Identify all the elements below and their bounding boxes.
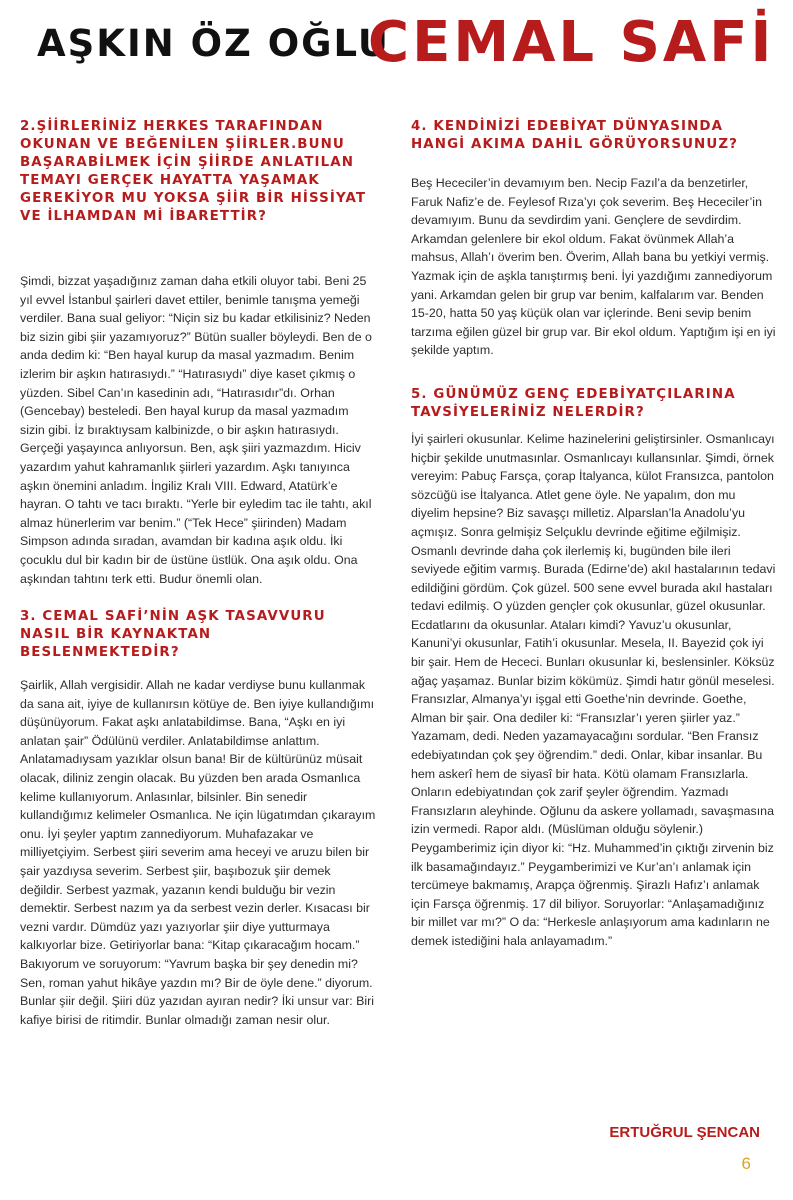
header-subject-title: CEMAL SAFİ: [368, 10, 775, 75]
right-column: [411, 118, 777, 951]
header-interviewer-title: AŞKIN ÖZ OĞLU: [37, 22, 390, 65]
question-5-heading: 5. GÜNÜMÜZ GENÇ EDEBİYATÇILARINA TAVSİYELERİNİZ NELERDİR?: [411, 386, 736, 420]
page-header: [0, 0, 793, 100]
author-name: ERTUĞRUL ŞENCAN: [609, 1124, 760, 1141]
page-number: 6: [741, 1154, 751, 1173]
question-2-heading: 2.ŞİİRLERİNİZ HERKES TARAFINDAN OKUNAN VE BEĞENİLEN ŞİİRLER.BUNU BAŞARABİLMEK İÇİN ŞİİRDE ANLATILAN TEMAYI GERÇEK HAYATTA YAŞAMAK GEREKİYOR MU YOKSA ŞİİR BİR HİSSİYAT VE İLHAMDAN Mİ İBARETTİR?: [20, 119, 367, 224]
question-2-answer: Şimdi, bizzat yaşadığınız zaman daha etkili oluyor tabi. Beni 25 yıl evvel İstanbul şairleri davet ettiler, benimle tanışma yemeği verdiler. Bana sual geliyor: “Niçin siz bu kadar etkilisiniz? Neden biz sizin gibi şiir yazamıyoruz?” Bütün sualler böyleydi. Ben de o anda dedim ki: “Ben hayal kurup da masal yazmadım. Benim izlerim bir aşkın hatırasıydı.” “Hatırasıydı” diye kaset çıkmış o yüzden. Sibel Can’ın kasedinin adı, “Hatırasıdır”dı. Orhan (Gencebay) besteledi. Ben hayal kurup da masal yazmadım sizin gibi. İz bıraktıysam kalbinizde, o bir aşkın hatırasıydı. Gerçeği yaşayınca anlıyorsun. Ben, aşk şiiri yazmazdım. Hiciv yazardım yahut kahramanlık şiirleri yazardım. Aşkı tanıyınca aşkın önemini anladım. İngiliz Kralı VIII. Edward, Atatürk’e hayran. O tahtı ve tacı bıraktı. “Yerle bir eyledim tac ile tahtı, akıl almaz hünerlerim var benim.” (“Tek Hece” şiirinden) Madam Simpson adında sıradan, avamdan bir kadına aşık oldu. İki çocuklu dul bir kadın bir de üstüne üstlük. Ona aşık oldu. Ona aşkından tahtını terk etti. Budur önemli olan.: [20, 274, 372, 586]
question-4-heading: 4. KENDİNİZİ EDEBİYAT DÜNYASINDA HANGİ AKIMA DAHİL GÖRÜYORSUNUZ?: [411, 119, 738, 152]
question-5-answer: İyi şairleri okusunlar. Kelime hazinelerini geliştirsinler. Osmanlıcayı hiçbir şekilde unutmasınlar. Osmanlıcayı kullansınlar. Şimdi, örnek vereyim: Pabuç Farsça, çorap İtalyanca, külot Fransızca, pantolon sözcüğü ise İtalyanca. Atlet gene öyle. Ne yapalım, don mu diyelim hepsine? Biz savaşçı milletiz. Alparslan’la Anadolu’yu açmışız. Sonra gelmişiz Selçuklu devrinde eğitime eğilmişiz. Osmanlı devrinde daha çok ilerlemiş ki, bugünden bile ileri seviyede eğitim varmış. Burada (Edirne’de) akıl hastalarının tedavi edildiğini gördüm. Çok güzel. 500 sene evvel burada akıl hastaları tedavi edilmiş. O yüzden gençler çok okusunlar, güzel okusunlar. Ecdatlarını da okusunlar. Ataları kimdi? Yavuz’u okusunlar, Kanuni’yi okusunlar, Fatih’i okusunlar. Mesela, II. Bayezid çok iyi bir şair. Hem de Hececi. Bunları okusunlar ki, beslensinler. Köksüz ağaç yaşamaz. Bunlar bizim kökümüz. Şimdi hatır gönül meselesi. Fransızlar, Almanya’yı işgal etti Goethe’nin devrinde. Goethe, Alman bir şair. Ona dediler ki: “Fransızlar’ı yeren şiirler yaz.” Yazamam, dedi. Neden yazamayacağını sordular. “Ben Fransız edebiyatından çok şey öğrendim.” dedi. Onlar, kibar insanlar. Bu hem askerî hem de siyasî bir hata. Kötü olamam Fransızlarla. Onların edebiyatından çok zarif şeyler öğrendim. Yazmadı Fransızların aleyhinde. Oğlunu da askere yollamadı, savaşmasına izin vermedi. Rapor aldı. (Müslüman olduğu söylenir.) Peygamberimiz için diyor ki: “Hz. Muhammed’in çıktığı zirvenin biz ilk basamağındayız.” Peygamberimizi ve Kur’an’ı anlamak için tercümeye bakmamış, Arapça öğrenmiş. Şirazlı Hafız’ı anlamak için Farsça öğrenmiş. 17 dil biliyor. Soruyorlar: “Anlaşamadığınız bir millet var mı?” O da: “Herkesle anlaşıyorum ama kadınların ne demek istediğini hala anlayamadım.”: [411, 431, 776, 948]
left-column: [20, 118, 376, 1029]
question-3-heading: 3. CEMAL SAFİ’NİN AŞK TASAVVURU NASIL BİR KAYNAKTAN BESLENMEKTEDİR?: [20, 609, 326, 661]
question-4-answer: Beş Hececiler’in devamıyım ben. Necip Fazıl’a da benzetirler, Faruk Nafiz’e de. Feylesof Rıza’yı çok severim. Beş Hececiler’in devamıyım. Bunu da sevdirdim yani. Gençlere de sevdirdim. Arkamdan gelenlere bir ekol oldum. Fakat övünmek Allah’a mahsus, Allah’ı överim ben. Överim, Allah bana bu yetkiyi vermiş. Yazmak için de aşkla tanıştırmış beni. İyi yazdığımı zannediyorum yani. Arkamdan gelen bir grup var benim, kalfalarım var. Benden 15-20, hatta 50 yaş küçük olan var içlerinde. Beni sevip benim tarzıma eğilen güzel bir grup var. Bir ekol oldum. Yaptığım işi en iyi şekilde yaptım.: [411, 176, 776, 358]
question-3-answer: Şairlik, Allah vergisidir. Allah ne kadar verdiyse bunu kullanmak da sana ait, iyiye de kullanırsın kötüye de. Ben iyiye kullandığımı düşünüyorum. Fakat aşkı anlatabildimse. Bana, “Aşkı en iyi anlatan şair” Ödülünü verdiler. Anlatabildimse anlattım. Anlatamadıysam yazıklar olsun bana! Bir de kültürünüz müsait olacak, diliniz zengin olacak. Bu yüzden ben arada Osmanlıca kelime kullanıyorum. Anlasınlar, bilsinler. Bin senedir kullandığımız kelimeler Osmanlıca. Ne için lügatımdan çıkarayım onu. İyi şeyler yaptım zannediyorum. Muhafazakar ve milliyetçiyim. Serbest şiiri severim ama heceyi ve aruzu bilen bir şair yazdıysa severim. Serbest şiir, başıbozuk şiir demek değildir. Serbest yazmak, yazanın kendi bulduğu bir vezin demektir. Serbest nazım ya da serbest vezin derler. Kısacası bir vezni vardır. Dümdüz yazı yazıyorlar şiir diye yutturmaya kalkıyorlar bize. Getiriyorlar bana: “Kitap çıkaracağım hocam.” Bakıyorum ve soruyorum: “Yavrum başka bir şey denedin mi? Sen, roman yahut hikâye yazdın mı? Bir de öyle dene.” diyorum. Bunlar şiir değil. Şiiri düz yazıdan ayıran nedir? İki unsur var: Biri kafiye birisi de ritimdir. Bunlar olmadığı zaman nesir olur.: [20, 678, 376, 1027]
